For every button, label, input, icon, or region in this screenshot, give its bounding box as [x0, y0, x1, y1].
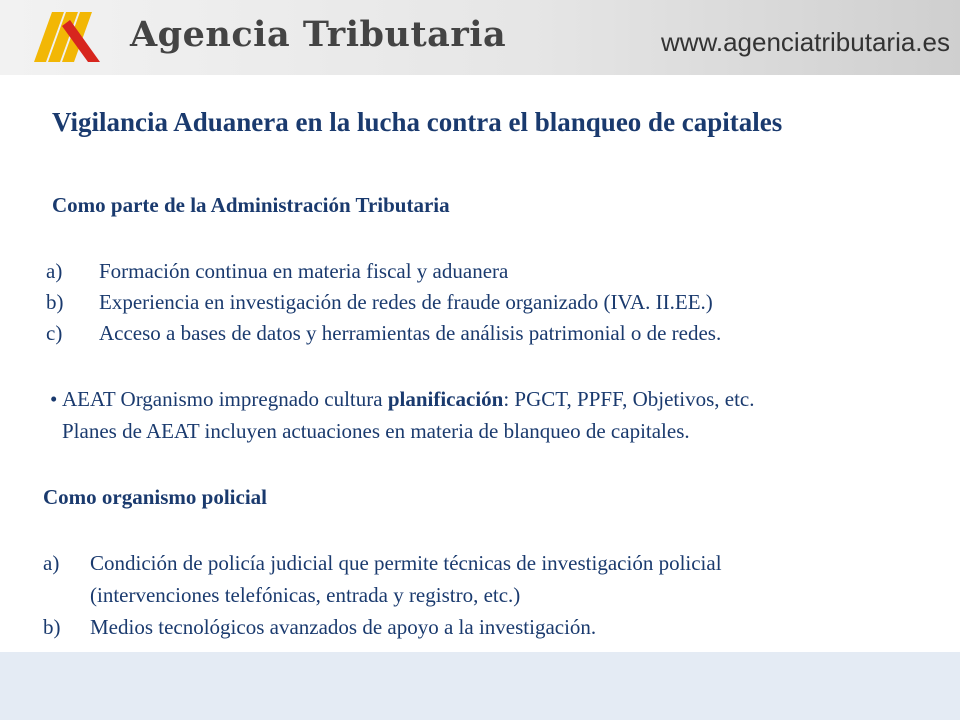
- list-marker: c): [46, 321, 63, 345]
- list-marker: a): [46, 259, 63, 283]
- bullet-symbol: •: [50, 387, 58, 411]
- bullet-line-2: Planes de AEAT incluyen actuaciones en materia de blanqueo de capitales.: [62, 419, 690, 443]
- website-url[interactable]: www.agenciatributaria.es: [660, 27, 950, 57]
- list-item-text: Acceso a bases de datos y herramientas de análisis patrimonial o de redes.: [99, 321, 722, 345]
- footer-band: [0, 652, 960, 720]
- header-banner: [0, 0, 960, 75]
- list-item-text-continued: (intervenciones telefónicas, entrada y registro, etc.): [90, 583, 521, 607]
- bullet-line-1-bold: planificación: [387, 387, 504, 411]
- section2-heading: Como organismo policial: [43, 485, 267, 509]
- agencia-tributaria-logo-icon: [30, 8, 104, 66]
- section1-heading: Como parte de la Administración Tributaria: [52, 193, 450, 217]
- list-item-text: Experiencia en investigación de redes de fraude organizado (IVA. II.EE.): [99, 290, 713, 314]
- bullet-line-1-end: : PGCT, PPFF, Objetivos, etc.: [503, 387, 755, 411]
- bullet-line-1: [62, 387, 754, 412]
- list-marker: b): [43, 615, 61, 639]
- list-marker: b): [46, 290, 64, 314]
- list-item-text: Condición de policía judicial que permite técnicas de investigación policial: [90, 551, 722, 575]
- list-marker: a): [43, 551, 60, 575]
- bullet-line-1-start: AEAT Organismo impregnado cultura: [62, 387, 388, 411]
- brand-name: Agencia Tributaria: [130, 14, 507, 55]
- list-item-text: Formación continua en materia fiscal y aduanera: [99, 259, 509, 283]
- list-item-text: Medios tecnológicos avanzados de apoyo a la investigación.: [90, 615, 597, 639]
- slide-title: Vigilancia Aduanera en la lucha contra el blanqueo de capitales: [52, 107, 783, 137]
